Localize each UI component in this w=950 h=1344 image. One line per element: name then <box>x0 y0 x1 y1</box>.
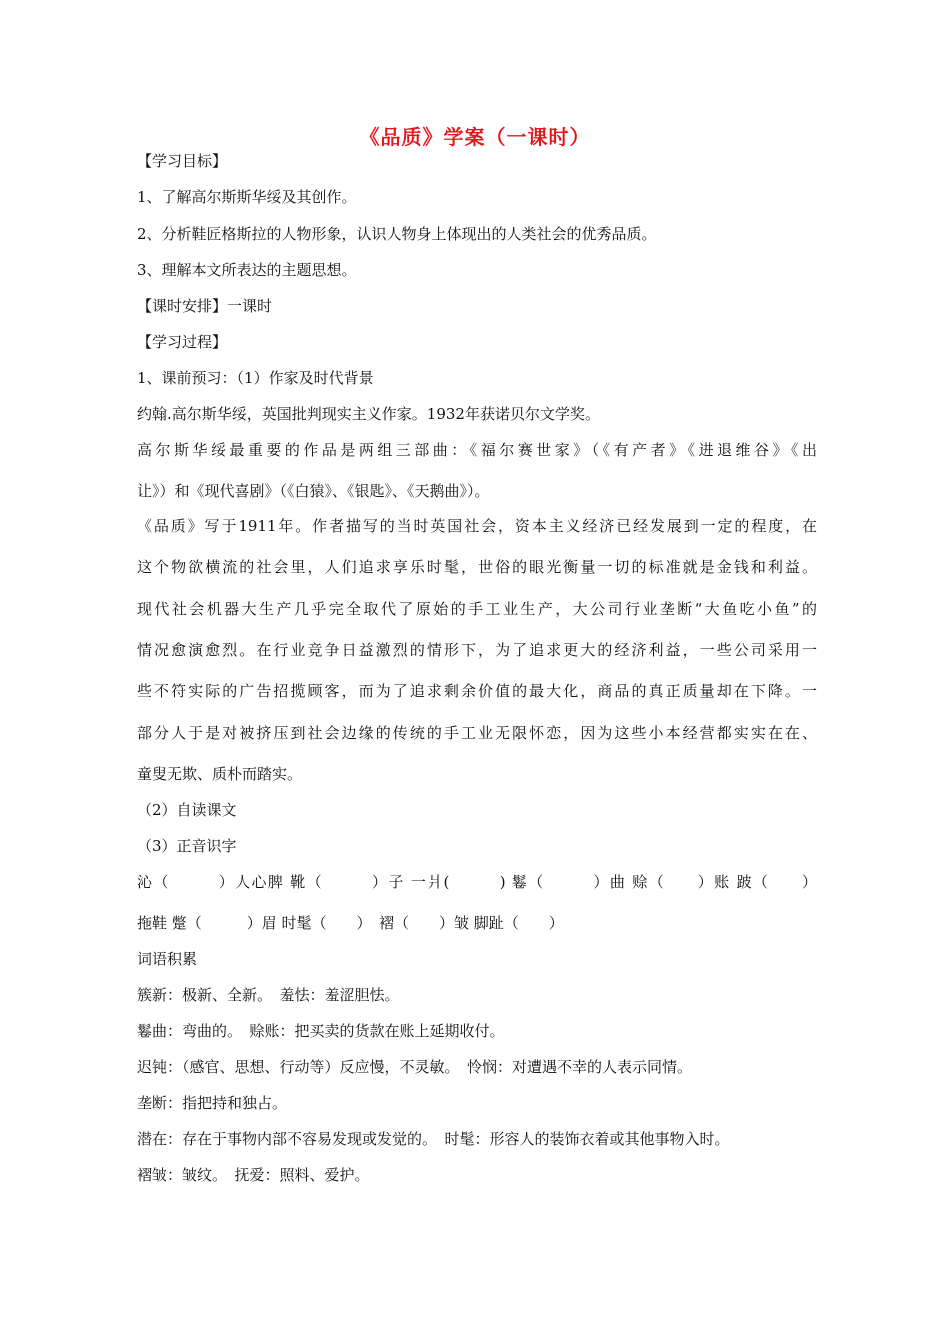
vocabulary-heading: 词语积累 <box>137 950 198 968</box>
self-read: （2）自读课文 <box>137 801 237 819</box>
author-intro: 约翰.高尔斯华绥，英国批判现实主义作家。1932年获诺贝尔文学奖。 <box>137 405 600 423</box>
background-line: 童叟无欺、质朴而踏实。 <box>137 765 303 783</box>
works-line-2: 让》）和《现代喜剧》（《白猿》、《银匙》、《天鹅曲》）。 <box>137 482 490 500</box>
page-title: 《品质》学案（一课时） <box>359 125 591 149</box>
background-line: 些不符实际的广告招揽顾客，而为了追求剩余价值的最大化，商品的真正质量却在下降。一 <box>137 682 817 700</box>
process-heading: 【学习过程】 <box>137 333 228 351</box>
background-line: 部分人于是对被挤压到社会边缘的传统的手工业无限怀恋，因为这些小本经营都实实在在、 <box>137 724 817 742</box>
preview-heading: 1、课前预习：（1）作家及时代背景 <box>137 369 374 387</box>
background-line: 这个物欲横流的社会里，人们追求享乐时髦，世俗的眼光衡量一切的标准就是金钱和利益。 <box>137 558 817 576</box>
background-line: 现代社会机器大生产几乎完全取代了原始的手工业生产，大公司行业垄断“大鱼吃小鱼”的 <box>137 600 817 618</box>
objective-item-3: 3、理解本文所表达的主题思想。 <box>137 261 357 279</box>
objective-item-2: 2、分析鞋匠格斯拉的人物形象，认识人物身上体现出的人类社会的优秀品质。 <box>137 225 657 243</box>
objective-item-1: 1、了解高尔斯斯华绥及其创作。 <box>137 188 357 206</box>
background-line: 情况愈演愈烈。在行业竞争日益激烈的情形下，为了追求更大的经济利益，一些公司采用一 <box>137 641 817 659</box>
vocabulary-line: 鬈曲：弯曲的。 赊账：把买卖的货款在账上延期收付。 <box>137 1022 505 1040</box>
background-line: 《品质》写于1911年。作者描写的当时英国社会，资本主义经济已经发展到一定的程度，在 <box>137 517 817 535</box>
vocabulary-line: 潜在：存在于事物内部不容易发现或发觉的。 时髦：形容人的装饰衣着或其他事物入时。 <box>137 1130 730 1148</box>
vocabulary-line: 垄断：指把持和独占。 <box>137 1094 288 1112</box>
works-line-1: 高尔斯华绥最重要的作品是两组三部曲：《福尔赛世家》（《有产者》《进退维谷》《出 <box>137 441 817 459</box>
objectives-heading: 【学习目标】 <box>137 152 228 170</box>
vocabulary-line: 褶皱：皱纹。 抚爱：照料、爱护。 <box>137 1166 370 1184</box>
pronunciation-line-1: 沁（ ）人心脾 靴（ ）子 一爿( ) 鬈（ ）曲 赊（ ）账 跛（ ） <box>137 873 817 891</box>
vocabulary-line: 迟钝：（感官、思想、行动等）反应慢，不灵敏。 怜悯：对遭遇不幸的人表示同情。 <box>137 1058 693 1076</box>
schedule: 【课时安排】一课时 <box>137 297 273 315</box>
pronunciation-line-2: 拖鞋 蹩（ ）眉 时髦（ ） 褶（ ）皱 脚趾（ ） <box>137 914 564 932</box>
vocabulary-line: 簇新：极新、全新。 羞怯：羞涩胆怯。 <box>137 986 400 1004</box>
pronunciation-heading: （3）正音识字 <box>137 837 237 855</box>
